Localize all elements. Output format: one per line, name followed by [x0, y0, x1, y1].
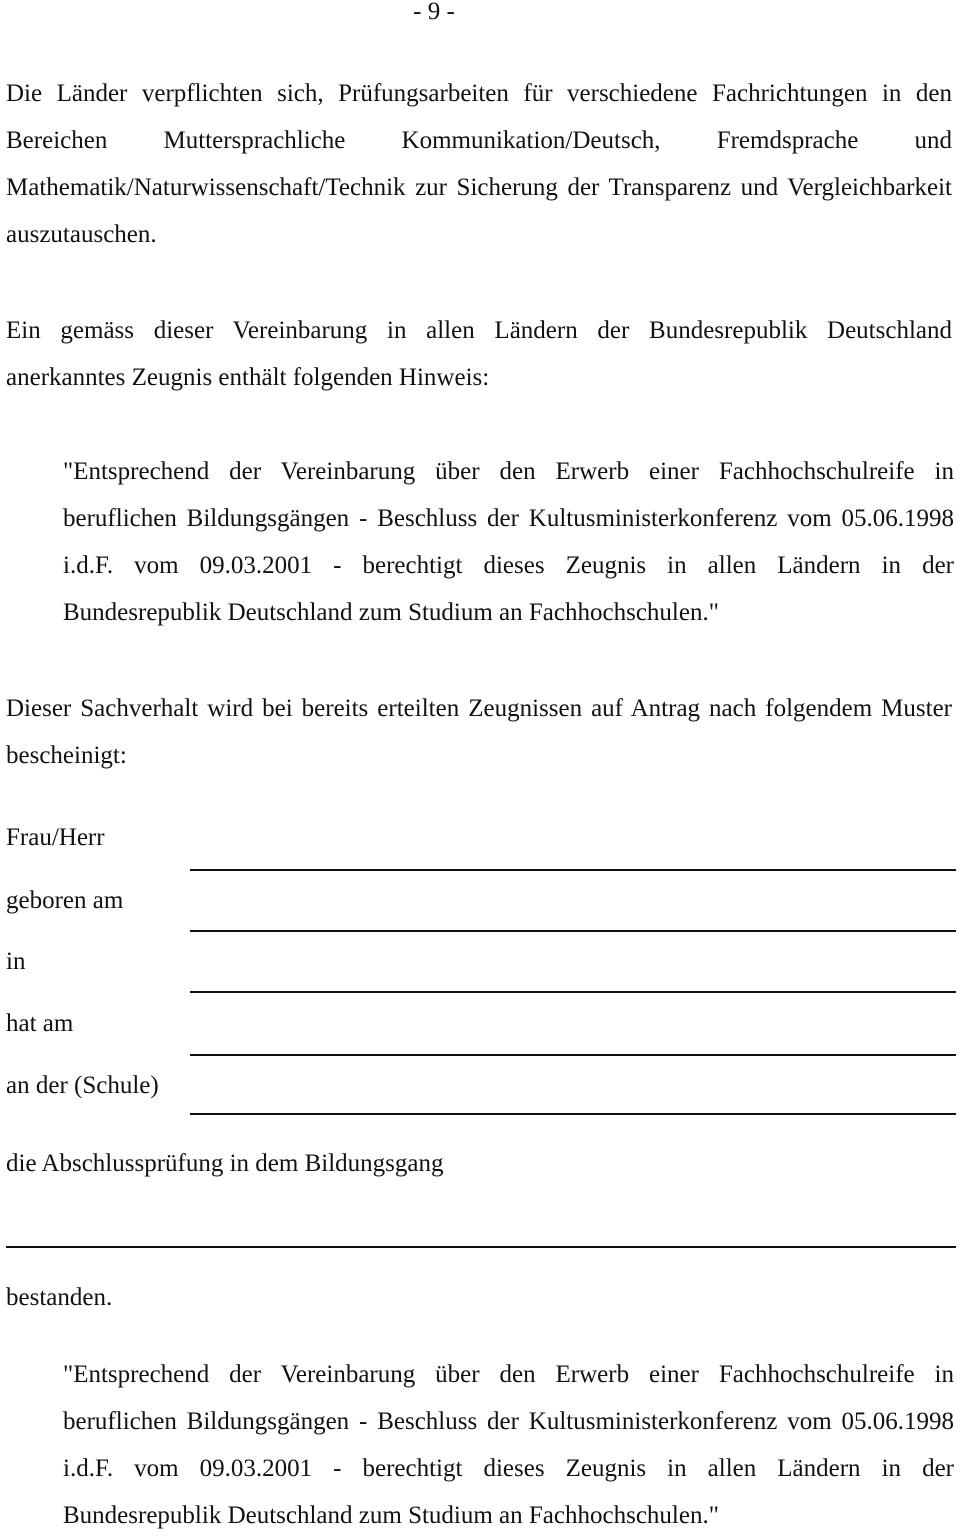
page-number: - 9 -: [413, 0, 455, 25]
field-label-birthplace: in: [6, 948, 26, 975]
paragraph-certification: Dieser Sachverhalt wird bei bereits erteilten Zeugnissen auf Antrag nach folgendem Muster bescheinigt:: [6, 695, 952, 769]
field-label-birthdate: geboren am: [6, 887, 124, 914]
paragraph-recognition: Ein gemäss dieser Vereinbarung in allen Ländern der Bundesrepublik Deutschland anerkanntes Zeugnis enthält folgenden Hinweis:: [6, 317, 952, 391]
field-line-exam-date[interactable]: [190, 1054, 956, 1056]
paragraph-exchange: Die Länder verpflichten sich, Prüfungsarbeiten für verschiedene Fachrichtungen in den Bereichen Muttersprachliche Kommunikation/Deutsch, Fremdsprache und Mathematik/Naturwissenschaft/Technik zur Sicherung der Transparenz und Vergleichbarkeit auszutauschen.: [6, 80, 952, 248]
field-line-school[interactable]: [190, 1113, 956, 1115]
exam-program-label: die Abschlussprüfung in dem Bildungsgang: [6, 1150, 444, 1177]
quote-certificate-note: "Entsprechend der Vereinbarung über den Erwerb einer Fachhochschulreife in beruflichen Bildungsgängen - Beschluss der Kultusministerkonferenz vom 05.06.1998 i.d.F. vom 09.03.2001 - berechtigt dieses Zeugnis in allen Ländern in der Bundesrepublik Deutschland zum Studium an Fachhochschulen.": [63, 458, 954, 626]
field-line-birthdate[interactable]: [190, 930, 956, 932]
passed-label: bestanden.: [6, 1284, 113, 1311]
field-label-name: Frau/Herr: [6, 824, 105, 851]
field-line-program[interactable]: [6, 1246, 956, 1248]
field-label-school: an der (Schule): [6, 1072, 159, 1099]
field-label-exam-date: hat am: [6, 1010, 74, 1037]
field-line-birthplace[interactable]: [190, 991, 956, 993]
field-line-name[interactable]: [190, 869, 956, 871]
quote-certificate-text: "Entsprechend der Vereinbarung über den Erwerb einer Fachhochschulreife in beruflichen Bildungsgängen - Beschluss der Kultusministerkonferenz vom 05.06.1998 i.d.F. vom 09.03.2001 - berechtigt dieses Zeugnis in allen Ländern in der Bundesrepublik Deutschland zum Studium an Fachhochschulen.": [63, 1361, 954, 1529]
